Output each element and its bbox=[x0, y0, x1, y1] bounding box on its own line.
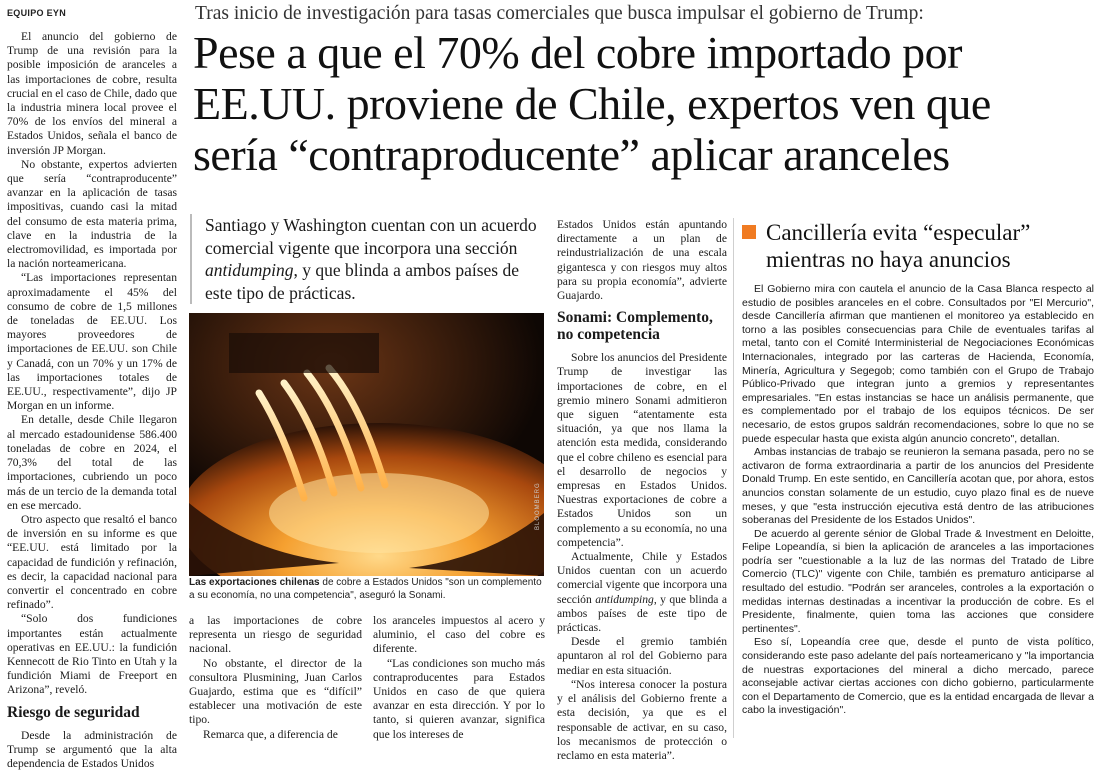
paragraph: Eso sí, Lopeandía cree que, desde el punto de vista político, considerando este paso adelante del país norteamericano y "la importancia de nuestras exportaciones del mineral a dicho mercado, parece aconsejable activar ciertas acciones con dicho gobierno, particularmente con el Departamento de Comercio, que es la entidad encargada de llevar a cabo la investigación". bbox=[742, 636, 1094, 717]
paragraph: “Nos interesa conocer la postura y el análisis del Gobierno frente a esta decisión, ya que es el responsable de activar, en su caso, los mecanismos de protección o reclamo en esta materia”. bbox=[557, 677, 727, 762]
paragraph: Desde el gremio también apuntaron al rol del Gobierno para mediar en esta situación. bbox=[557, 635, 727, 677]
sidebar-body bbox=[742, 283, 1094, 718]
column-4 bbox=[557, 218, 727, 763]
column-2 bbox=[189, 614, 362, 742]
deck-text-end: , y que blinda a ambos países de este tipo de prácticas. bbox=[205, 260, 519, 303]
paragraph: El anuncio del gobierno de Trump de una revisión para la posible imposición de aranceles a las importaciones de cobre, resulta crucial en el caso de Chile, dado que la industria minera local provee el 70% de los envíos del mineral a Estados Unidos, señala el banco de inversión JP Morgan. bbox=[7, 30, 177, 157]
deck bbox=[205, 214, 545, 304]
paragraph: Otro aspecto que resaltó el banco de inversión en su informe es que “EE.UU. está limitado por la capacidad de fundición y refinación, es decir, la capacidad nacional para convertir el concentrado en cobre refinado”. bbox=[7, 512, 177, 612]
paragraph-text-end: , y que blinda a ambos países de este tipo de prácticas. bbox=[557, 592, 728, 635]
photo-caption bbox=[189, 577, 549, 602]
paragraph: El Gobierno mira con cautela el anuncio de la Casa Blanca respecto al estudio de posibles aranceles en el cobre. Consultados por "El Mercurio", desde Cancillería afirman que mantienen el monitoreo ya establecido en torno a las posibles consecuencias para Chile de eventuales tarifas al metal, tanto con el Comité Interministerial de Negociaciones Económicas Internacionales, integrado por las carteras de Hacienda, Economía, Minería, Agricultura y Segegob; como también con el Grupo de Trabajo Público-Privado que integran junto a gremios y representantes empresariales. "En estas instancias se hace un análisis permanente, que es complementado por el trabajo de los equipos técnicos. De ser necesario, de estos grupos saldrán recomendaciones, sobre lo que no se puede especular hasta que exista algún anuncio concreto", detallan. bbox=[742, 283, 1094, 445]
orange-square-icon bbox=[742, 225, 756, 239]
paragraph: “Las condiciones son mucho más contraproducentes para Estados Unidos en caso de que quiera avanzar en esta dirección. Y por lo tanto, si quieren avanzar, significa que los intereses de bbox=[373, 656, 545, 741]
sidebar-heading-line-1: Cancillería evita “especular” bbox=[766, 220, 1031, 245]
paragraph: Sobre los anuncios del Presidente Trump de investigar las importaciones de cobre, en el gremio minero Sonami admitieron que siguen “atentamente esta situación, ya que nos llama la atención esta medida, considerando que el cobre chileno es esencial para el desarrollo de negocios y empresas en Estados Unidos. Nuestras exportaciones de cobre a Estados Unidos son un complemento a su economía, no una competencia”. bbox=[557, 351, 727, 549]
deck-emphasis: antidumping bbox=[205, 260, 294, 280]
paragraph: Ambas instancias de trabajo se reunieron la semana pasada, pero no se activaron de forma extraordinaria a partir de los anuncios del Presidente Donald Trump. En este sentido, en Cancillería acotan que, por ahora, estos anuncios constan solamente de un estudio, cuyo plazo final es de nueve meses, y que "esta instrucción ejecutiva está dentro de las atribuciones soberanas del Presidente de los Estados Unidos". bbox=[742, 446, 1094, 527]
paragraph: De acuerdo al gerente sénior de Global Trade & Investment en Deloitte, Felipe Lopeandía, si bien la aplicación de aranceles a las importaciones podría ser "cuestionable a la luz de las normas del Tratado de Libre Comercio (TLC)" vigente con Chile, también es prematuro anticiparse al resultado del estudio. "Podrán ser aranceles, controles a la exportación o medidas internas destinadas a incentivar la producción de cobre. Es el Presidente, finalmente, quien toma las acciones que considere pertinentes". bbox=[742, 527, 1094, 635]
photo-graphic bbox=[189, 313, 544, 576]
headline bbox=[193, 27, 1093, 180]
subhead-sonami: Sonami: Complemento, no competencia bbox=[557, 309, 713, 344]
paragraph: “Las importaciones representan aproximadamente el 45% del consumo de cobre de 1,5 millones de toneladas de EE.UU. Los mayores proveedores de importaciones de EE.UU. son Chile y Canadá, con un 70% y un 17% de las importaciones totales de EE.UU., respectivamente”, dijo JP Morgan en un informe. bbox=[7, 271, 177, 413]
deck-text: Santiago y Washington cuentan con un acuerdo comercial vigente que incorpora una sección bbox=[205, 215, 537, 258]
column-divider bbox=[733, 218, 734, 738]
paragraph-emphasis: antidumping bbox=[595, 592, 654, 606]
paragraph: Remarca que, a diferencia de bbox=[203, 727, 338, 741]
caption-lead: Las exportaciones chilenas bbox=[189, 577, 320, 588]
photo-credit: BLOOMBERG bbox=[535, 482, 541, 530]
paragraph bbox=[557, 550, 727, 635]
deck-rule bbox=[190, 214, 192, 304]
paragraph: No obstante, el director de la consultora Plusmining, Juan Carlos Guajardo, estima que es “difícil” establecer una motivación de este tipo. bbox=[189, 656, 362, 727]
molten-copper-pour-photo bbox=[189, 313, 544, 576]
paragraph: “Solo dos fundiciones importantes están actualmente operativas en EE.UU.: la fundición Kennecott de Rio Tinto en Utah y la fundición Miami de Freeport en Arizona”, reveló. bbox=[7, 612, 177, 697]
paragraph: los aranceles impuestos al acero y aluminio, el caso del cobre es diferente. bbox=[373, 614, 545, 656]
paragraph: a las importaciones de cobre representa un riesgo de seguridad nacional. bbox=[189, 614, 362, 656]
headline-line-1: Pese a que el 70% del cobre importado por bbox=[193, 27, 962, 78]
caption-text: de cobre a Estados Unidos "son un complemento a su economía, no una competencia", aseguró la Sonami. bbox=[189, 577, 542, 601]
paragraph-text: Actualmente, Chile y Estados Unidos cuentan con un acuerdo comercial vigente que incorpora una sección bbox=[557, 550, 727, 606]
byline: EQUIPO EYN bbox=[7, 8, 67, 18]
headline-line-3: sería “contraproducente” aplicar aranceles bbox=[193, 129, 950, 180]
paragraph: Estados Unidos están apuntando directamente a un plan de reindustrialización de una escala gigantesca y con riesgos muy altos para su propia economía”, advierte Guajardo. bbox=[557, 218, 727, 303]
paragraph: No obstante, expertos advierten que sería “contraproducente” avanzar en la aplicación de tasas impositivas, cuando casi la mitad del consumo de esta materia prima, clave en la industria de la electromovilidad, es importada por la nación norteamericana. bbox=[7, 157, 177, 271]
paragraph: En detalle, desde Chile llegaron al mercado estadounidense 586.400 toneladas de cobre en 2024, el 70,3% del total de las importaciones, cubriendo un poco más de un tercio de la demanda total en ese mercado. bbox=[7, 413, 177, 512]
sidebar-heading bbox=[742, 219, 1092, 273]
kicker: Tras inicio de investigación para tasas comerciales que busca impulsar el gobierno de Trump: bbox=[195, 3, 924, 24]
headline-line-2: EE.UU. proviene de Chile, expertos ven que bbox=[193, 78, 991, 129]
column-1 bbox=[7, 30, 177, 771]
sidebar-heading-line-2: mientras no haya anuncios bbox=[766, 247, 1011, 272]
subhead-riesgo: Riesgo de seguridad bbox=[7, 703, 140, 721]
column-3 bbox=[373, 614, 545, 742]
paragraph: Desde la administración de Trump se argumentó que la alta dependencia de Estados Unidos bbox=[7, 728, 177, 770]
